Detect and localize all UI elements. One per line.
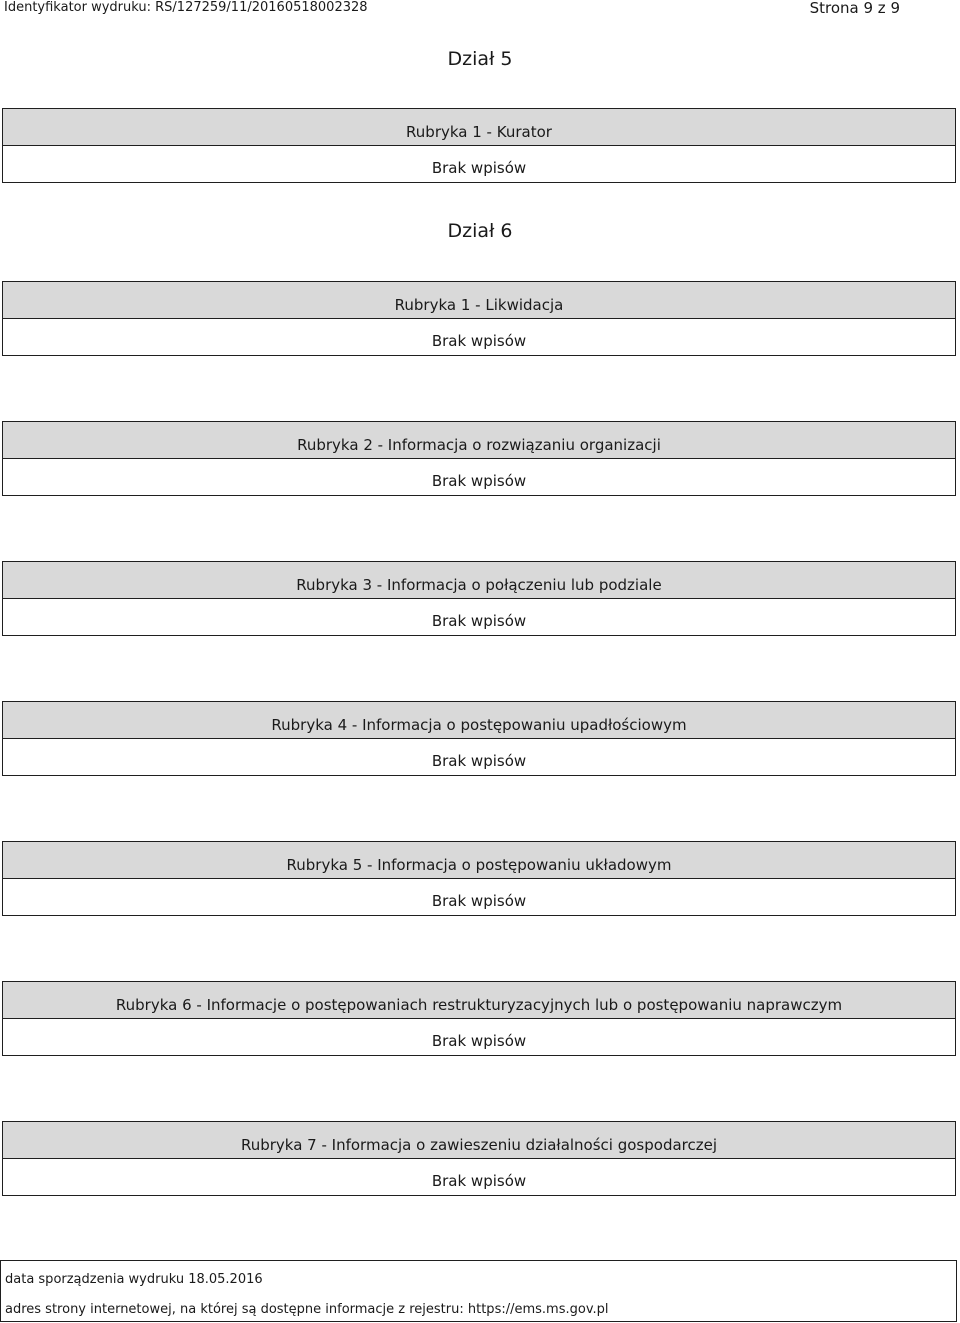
rubric-value: Brak wpisów bbox=[431, 1032, 527, 1050]
rubric-polaczenie bbox=[2, 561, 956, 636]
rubric-value: Brak wpisów bbox=[431, 612, 527, 630]
page-number: Strona 9 z 9 bbox=[809, 0, 900, 17]
rubric-likwidacja bbox=[2, 281, 956, 356]
print-date: data sporządzenia wydruku 18.05.2016 bbox=[5, 1272, 263, 1287]
rubric-value: Brak wpisów bbox=[431, 159, 527, 177]
rubric-title: Rubryka 4 - Informacja o postępowaniu upadłościowym bbox=[3, 702, 955, 739]
page-header bbox=[0, 0, 960, 16]
rubric-kurator bbox=[2, 108, 956, 183]
rubric-title: Rubryka 1 - Kurator bbox=[3, 109, 955, 146]
rubric-title: Rubryka 6 - Informacje o postępowaniach restrukturyzacyjnych lub o postępowaniu naprawczym bbox=[3, 982, 955, 1019]
print-identifier: Identyfikator wydruku: RS/127259/11/20160518002328 bbox=[4, 0, 368, 15]
section-title-dzial-5: Dział 5 bbox=[447, 48, 513, 70]
rubric-value: Brak wpisów bbox=[431, 1172, 527, 1190]
rubric-restrukturyzacja bbox=[2, 981, 956, 1056]
register-url-note: adres strony internetowej, na której są dostępne informacje z rejestru: https://ems.ms.gov.pl bbox=[5, 1302, 609, 1317]
rubric-title: Rubryka 2 - Informacja o rozwiązaniu organizacji bbox=[3, 422, 955, 459]
rubric-title: Rubryka 1 - Likwidacja bbox=[3, 282, 955, 319]
rubric-title: Rubryka 3 - Informacja o połączeniu lub podziale bbox=[3, 562, 955, 599]
rubric-rozwiazanie bbox=[2, 421, 956, 496]
rubric-uklad bbox=[2, 841, 956, 916]
rubric-upadlosc bbox=[2, 701, 956, 776]
rubric-title: Rubryka 7 - Informacja o zawieszeniu działalności gospodarczej bbox=[3, 1122, 955, 1159]
rubric-value: Brak wpisów bbox=[431, 752, 527, 770]
rubric-value: Brak wpisów bbox=[431, 332, 527, 350]
rubric-value: Brak wpisów bbox=[431, 472, 527, 490]
page-footer bbox=[0, 1260, 957, 1322]
section-title-dzial-6: Dział 6 bbox=[447, 220, 513, 242]
rubric-value: Brak wpisów bbox=[431, 892, 527, 910]
rubric-zawieszenie bbox=[2, 1121, 956, 1196]
rubric-title: Rubryka 5 - Informacja o postępowaniu układowym bbox=[3, 842, 955, 879]
